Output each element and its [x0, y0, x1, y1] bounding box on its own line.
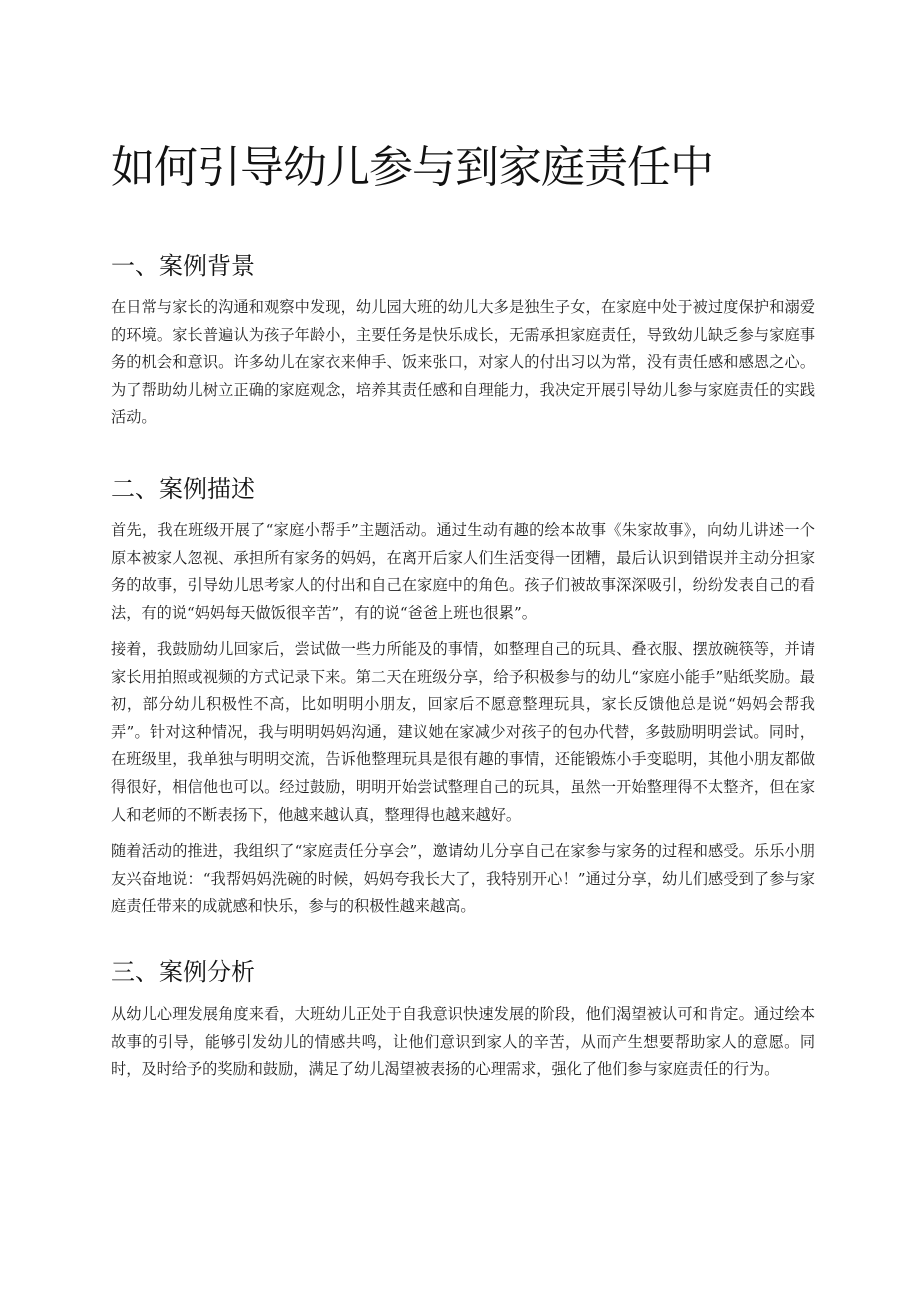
paragraph: 从幼儿心理发展角度来看，大班幼儿正处于自我意识快速发展的阶段，他们渴望被认可和肯定。通过绘本故事的引导，能够引发幼儿的情感共鸣，让他们意识到家人的辛苦，从而产生想要帮助家人的意愿。同时，及时给予的奖励和鼓励，满足了幼儿渴望被表扬的心理需求，强化了他们参与家庭责任的行为。 [111, 1005, 815, 1079]
paragraph: 首先，我在班级开展了“家庭小帮手”主题活动。通过生动有趣的绘本故事《朱家故事》，向幼儿讲述一个原本被家人忽视、承担所有家务的妈妈，在离开后家人们生活变得一团糟，最后认识到错误并主动分担家务的故事，引导幼儿思考家人的付出和自己在家庭中的角色。孩子们被故事深深吸引，纷纷发表自己的看法，有的说“妈妈每天做饭很辛苦”，有的说“爸爸上班也很累”。 [111, 521, 815, 622]
paragraph: 接着，我鼓励幼儿回家后，尝试做一些力所能及的事情，如整理自己的玩具、叠衣服、摆放碗筷等，并请家长用拍照或视频的方式记录下来。第二天在班级分享，给予积极参与的幼儿“家庭小能手”贴纸奖励。最初，部分幼儿积极性不高，比如明明小朋友，回家后不愿意整理玩具，家长反馈他总是说“妈妈会帮我弄”。针对这种情况，我与明明妈妈沟通，建议她在家减少对孩子的包办代替，多鼓励明明尝试。同时，在班级里，我单独与明明交流，告诉他整理玩具是很有趣的事情，还能锻炼小手变聪明，其他小朋友都做得很好，相信他也可以。经过鼓励，明明开始尝试整理自己的玩具，虽然一开始整理得不太整齐，但在家人和老师的不断表扬下，他越来越认真，整理得也越来越好。 [111, 640, 815, 824]
section-heading-background: 一、案例背景 [111, 252, 255, 280]
paragraph: 在日常与家长的沟通和观察中发现，幼儿园大班的幼儿大多是独生子女，在家庭中处于被过度保护和溺爱的环境。家长普遍认为孩子年龄小，主要任务是快乐成长，无需承担家庭责任，导致幼儿缺乏参与家庭事务的机会和意识。许多幼儿在家衣来伸手、饭来张口，对家人的付出习以为常，没有责任感和感恩之心。为了帮助幼儿树立正确的家庭观念，培养其责任感和自理能力，我决定开展引导幼儿参与家庭责任的实践活动。 [111, 298, 815, 427]
document-title: 如何引导幼儿参与到家庭责任中 [111, 142, 713, 193]
paragraph: 随着活动的推进，我组织了“家庭责任分享会”，邀请幼儿分享自己在家参与家务的过程和感受。乐乐小朋友兴奋地说：“我帮妈妈洗碗的时候，妈妈夸我长大了，我特别开心！”通过分享，幼儿们感受到了参与家庭责任带来的成就感和快乐，参与的积极性越来越高。 [111, 842, 815, 916]
section-heading-description: 二、案例描述 [111, 475, 255, 503]
section-heading-analysis: 三、案例分析 [111, 958, 255, 986]
